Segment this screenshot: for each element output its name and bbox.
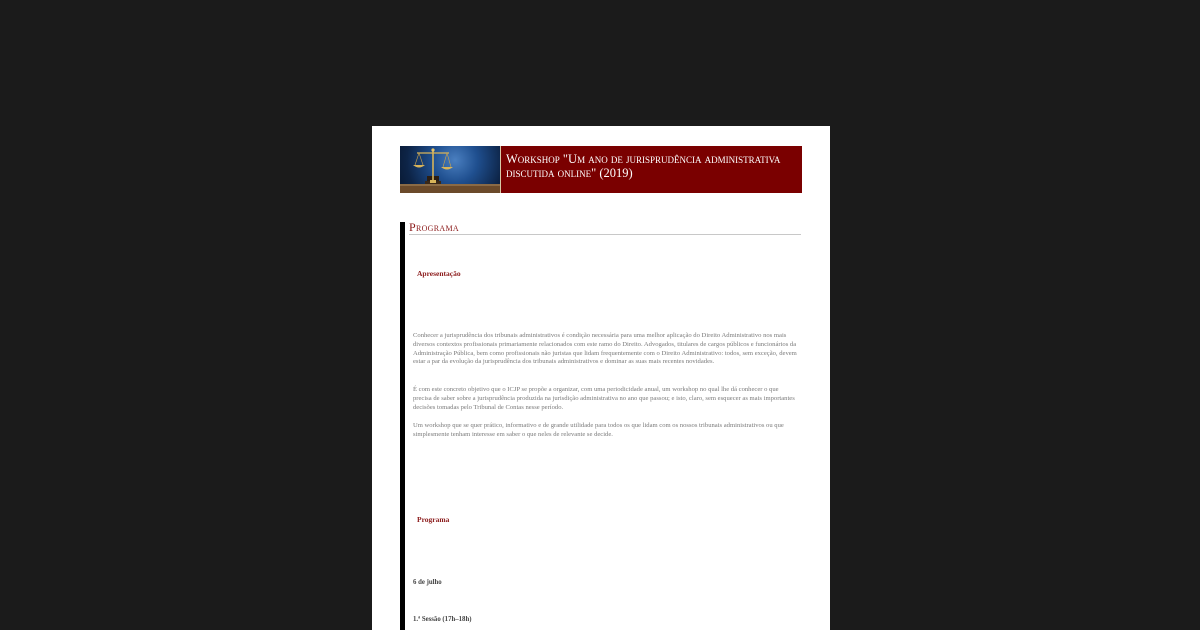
paragraph-2: É com este concreto objetivo que o ICJP se propõe a organizar, com uma periodicidade anual, um workshop no qual lhe dá conhecer o que precisa de saber sobre a jurisprudência produzida na jurisdição administrativa no ano que passou; e isto, claro, sem esquecer as mais importantes decisões tomadas pelo Tribunal de Contas nesse período. — [413, 386, 795, 411]
section-title: Programa — [409, 220, 459, 234]
section-bar — [400, 222, 405, 630]
scales-of-justice-icon — [400, 146, 500, 193]
program-date: 6 de julho — [413, 579, 442, 586]
header-banner — [400, 146, 802, 193]
presentation-heading: Apresentação — [417, 269, 461, 278]
section-divider — [409, 234, 801, 235]
page-title — [501, 146, 802, 193]
session-title: 1.ª Sessão (17h–18h) — [413, 616, 472, 623]
title-line-2: discutida online" (2019) — [506, 165, 633, 180]
document-page — [372, 126, 830, 630]
program-section — [400, 222, 802, 630]
title-line-1: Workshop "Um ano de jurisprudência administrativa — [506, 152, 781, 166]
paragraph-1: Conhecer a jurisprudência dos tribunais administrativos é condição necessária para uma melhor aplicação do Direito Administrativo nos mais diversos contextos profissionais primariamente relacionados com este ramo do Direito. Advogados, titulares de cargos públicos e funcionários da Administração Pública, bem como profissionais não juristas que lidam frequentemente com o Direito Administrativo: todos, sem exceção, devem estar a par da evolução da jurisprudência dos tribunais administrativos e dominar as suas mais recentes novidades. — [413, 332, 797, 366]
program-heading: Programa — [417, 515, 450, 524]
paragraph-3: Um workshop que se quer prático, informativo e de grande utilidade para todos os que lidam com os nossos tribunais administrativos ou que simplesmente tenham interesse em saber o que neles de relevante se decide. — [413, 422, 784, 438]
